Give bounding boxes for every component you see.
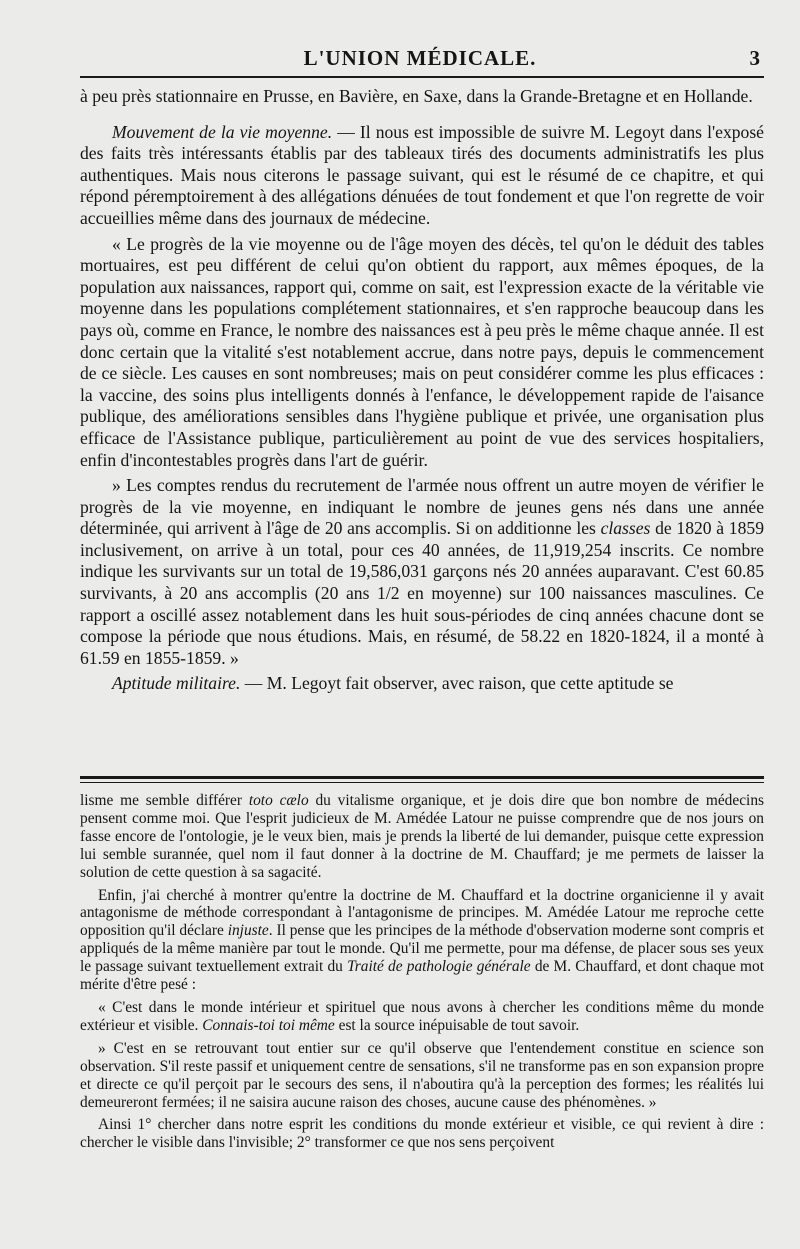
page-number: 3: [749, 46, 760, 70]
footnote-text-run: de M. Chauffard, et dont chaque mot mérite d'être pesé :: [80, 958, 764, 994]
footnote-paragraph: [80, 887, 764, 994]
footnote-text: [80, 792, 764, 1157]
quote-paragraph-recrutement: [80, 475, 764, 669]
footnote-text-run: lisme me semble différer: [80, 792, 249, 809]
italic-term: toto cælo: [248, 792, 309, 809]
footnote-separator-thin: [80, 782, 764, 783]
journal-title: L'UNION MÉDICALE.: [303, 46, 537, 70]
paragraph-continuation: à peu près stationnaire en Prusse, en Bavière, en Saxe, dans la Grande-Bretagne et en Hollande.: [80, 86, 753, 106]
footnote-text-run: est la source inépuisable de tout savoir.: [334, 1016, 580, 1034]
running-header: [80, 42, 760, 72]
main-text: [80, 86, 764, 699]
section-heading-aptitude: Aptitude militaire.: [112, 673, 241, 694]
quote-paragraph-progres: « Le progrès de la vie moyenne ou de l'âge moyen des décès, tel qu'on le déduit des tables mortuaires, est peu différent de celui qu'on obtient du rapport, aux mêmes époques, de la population aux naissances, rapport qui, comme on sait, est l'expression exacte de la véritable vie moyenne dans les populations complétement stationnaires, et s'en rapproche beaucoup dans les pays où, comme en France, le nombre des naissances est à peu près le même chaque année. Il est donc certain que la vitalité s'est notablement accrue, dans notre pays, depuis le commencement de ce siècle. Les causes en sont nombreuses; mais on peut considérer comme les plus efficaces : la vaccine, des soins plus intelligents donnés à l'enfance, le développement rapide de l'aisance publique, des améliorations sensibles dans l'hygiène publique et privée, une organisation plus efficace de l'Assistance publique, particulièrement au point de vue des services hospitaliers, enfin d'incontestables progrès dans l'art de guérir.: [80, 233, 764, 470]
header-rule: [80, 76, 764, 78]
footnote-text-run: du vitalisme organique, et je dois dire que bon nombre de médecins pensent comme moi. Que l'esprit judicieux de M. Amédée Latour ne puisse comprendre que de nos jours on fasse encore de l'ontologie, je le veux bien, mais je prends la liberté de lui demander, puisque cette expression lui semble surannée, quel nom il faut donner à la doctrine de M. Chauffard; je me permets de laisser la solution de cette question à sa sagacité.: [80, 792, 764, 881]
italic-term: injuste: [227, 922, 269, 940]
section-heading-vie-moyenne: Mouvement de la vie moyenne.: [112, 121, 333, 142]
paragraph-text: — Il nous est impossible de suivre M. Legoyt dans l'exposé des faits très intéressants établis par des tableaux tirés des documents administratifs les plus authentiques. Mais nous citerons le passage suivant, qui est le résumé de ce chapitre, et qui répond péremptoirement à des allégations dénuées de tout fondement et que l'on regrette de voir accueillies même dans des journaux de médecine.: [80, 121, 764, 228]
paragraph-text: » Les comptes rendus du recrutement de l'armée nous offrent un autre moyen de vérifier le progrès de la vie moyenne, en indiquant le nombre de jeunes gens nés dans une année déterminée, qui arrivent à l'âge de 20 ans accomplis. Si on additionne les: [80, 475, 764, 539]
footnote-quote: » C'est en se retrouvant tout entier sur ce qu'il observe que l'entendement constitue en science son observation. S'il reste passif et uniquement centre de sensations, s'il ne transforme pas en son expansion propre et directe ce qu'il perçoit par le secours des sens, il n'aboutira qu'à la perception des formes; les réalités lui demeureront fermées; il ne saisira aucune raison des choses, aucune cause des phénomènes. »: [80, 1039, 764, 1111]
paragraph-vie-moyenne: [80, 122, 764, 230]
footnote-text-run: . Il pense que les principes de la méthode d'observation moderne sont compris et appliqués de la même manière par tout le monde. Qu'il me permette, pour ma défense, de placer sous ses yeux le passage suivant textuellement extrait du: [80, 922, 765, 976]
footnote-text-run: « C'est dans le monde intérieur et spirituel que nous avons à chercher les conditions même du monde extérieur et visible.: [80, 998, 764, 1034]
paragraph-aptitude-militaire: [80, 673, 764, 695]
footnote-paragraph: [80, 792, 764, 882]
footnote-quote: [80, 999, 764, 1035]
paragraph-text: de 1820 à 1859 inclusivement, on arrive à un total, pour ces 40 années, de 11,919,254 inscrits. Ce nombre indique les survivants sur un total de 19,586,031 garçons nés 20 années auparavant. C'est 60.85 survivants, à 20 ans accomplis (20 ans 1/2 en moyenne) sur 100 naissances masculines. Ce rapport a oscillé assez notablement dans les huit sous-périodes de cinq années chacune dont se compose la période que nous étudions. Mais, en résumé, de 58.22 en 1820-1824, il a monté à 61.59 en 1855-1859. »: [80, 518, 764, 668]
italic-term: classes: [600, 518, 651, 539]
footnote-separator-thick: [80, 776, 764, 779]
italic-term: Connais-toi toi même: [202, 1016, 335, 1034]
paragraph-text: — M. Legoyt fait observer, avec raison, que cette aptitude se: [240, 673, 674, 694]
footnote-text-run: Enfin, j'ai cherché à montrer qu'entre la doctrine de M. Chauffard et la doctrine organicienne il y avait antagonisme de méthode correspondant à l'antagonisme de principes. M. Amédée Latour me reproche cette opposition qu'il déclare: [80, 886, 764, 940]
book-title: Traité de pathologie générale: [347, 958, 531, 976]
footnote-paragraph: Ainsi 1° chercher dans notre esprit les conditions du monde extérieur et visible, ce qui revient à dire : chercher le visible dans l'invisible; 2° transformer ce que nos sens perçoivent: [80, 1116, 764, 1152]
